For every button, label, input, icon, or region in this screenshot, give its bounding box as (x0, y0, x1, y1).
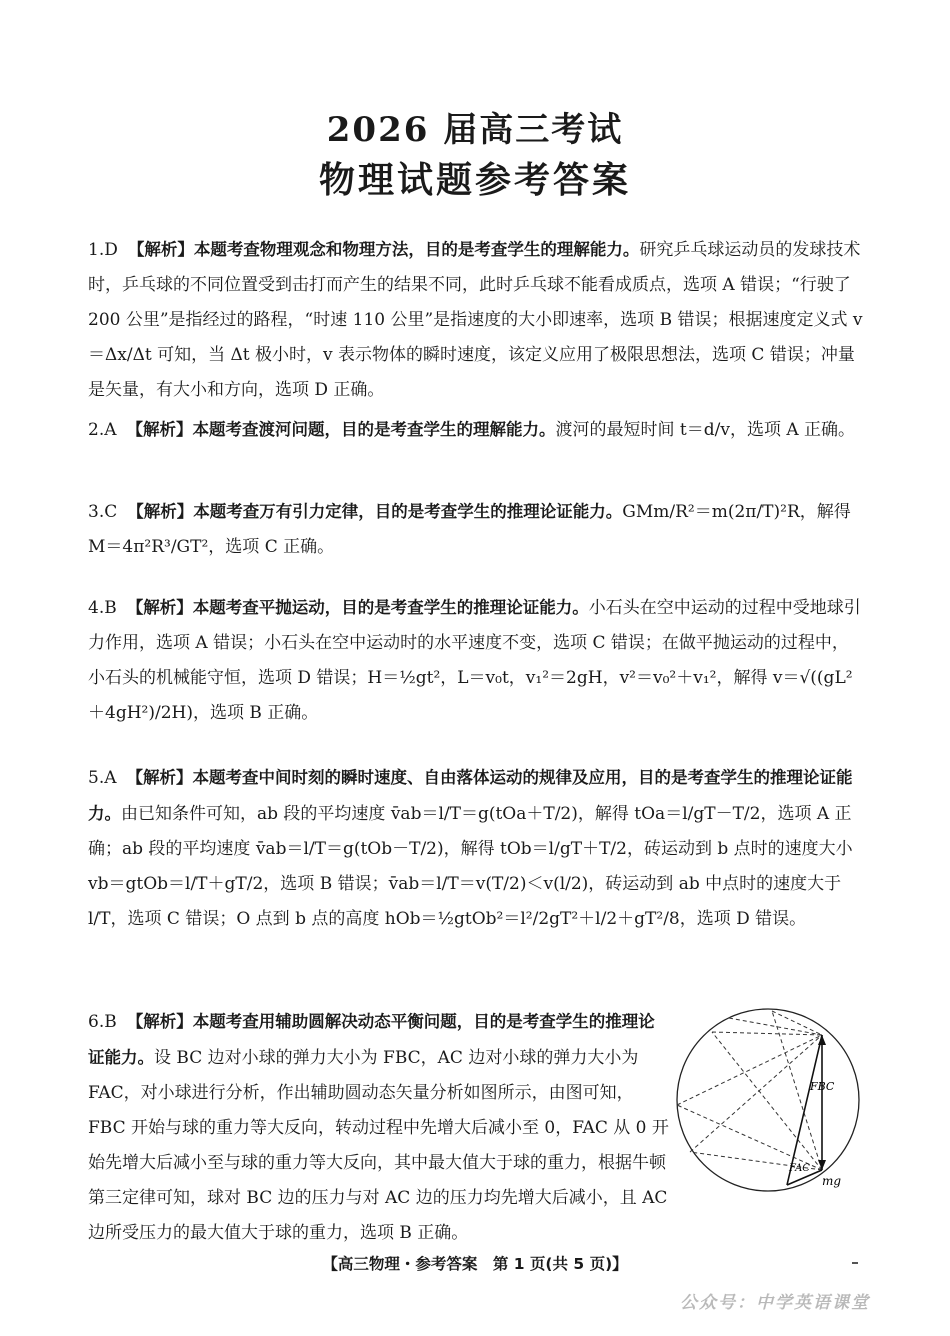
analysis-tag: 【解析】 (127, 240, 194, 259)
analysis-lead: 本题考查万有引力定律，目的是考查学生的推理论证能力。 (193, 502, 623, 521)
question-answer: B (104, 598, 117, 618)
analysis-lead: 本题考查物理观念和物理方法，目的是考查学生的理解能力。 (193, 240, 640, 259)
analysis-text: GMm/R²＝m(2π/T)²R，解得 M＝4π²R³/GT²，选项 C 正确。 (88, 502, 851, 557)
analysis-text: 小石头在空中运动的过程中受地球引力作用，选项 A 错误；小石头在空中运动时的水平速度不变，选项 C 错误；在做平抛运动的过程中，小石头的机械能守恒，选项 D 错误；H＝½gt²，L＝v₀t，v₁²＝2gH，v²＝v₀²＋v₁²，解得 v＝√((gL²＋4gH²)/2H)，选项 B 正确。 (88, 598, 861, 723)
auxiliary-circle-diagram (672, 1005, 864, 1195)
analysis-lead: 本题考查中间时刻的瞬时速度、自由落体运动的规律及应用，目的是考查学生的推理论证能力。 (88, 768, 853, 823)
analysis-tag: 【解析】 (126, 420, 193, 439)
question-answer: D (104, 240, 118, 260)
question-1 (88, 232, 863, 408)
analysis-text: 研究乒乓球运动员的发球技术时，乒乓球的不同位置受到击打而产生的结果不同，此时乒乓球不能看成质点，选项 A 错误；“行驶了 200 公里”是指经过的路程，“时速 110 公里”是指速度的大小即速率，选项 B 错误；根据速度定义式 v＝Δx/Δt 可知，当 Δt 极小时，v 表示物体的瞬时速度，该定义应用了极限思想法，选项 C 错误；冲量是矢量，有大小和方向，选项 D 正确。 (88, 240, 863, 400)
fbc-label: FBC (810, 1080, 835, 1093)
question-5 (88, 760, 863, 937)
analysis-tag: 【解析】 (126, 598, 193, 617)
question-answer: A (104, 420, 117, 440)
auxiliary-circle (677, 1009, 859, 1191)
analysis-text: 由已知条件可知，ab 段的平均速度 v̄ab＝l/T＝g(tOa＋T/2)，解得 tOa＝l/gT－T/2，选项 A 正确；ab 段的平均速度 v̄ab＝l/T＝g(tOb－T/2)，解得 tOb＝l/gT＋T/2，砖运动到 b 点时的速度大小 vb＝gtOb＝l/T＋gT/2，选项 B 错误；v̄ab＝l/T＝v(T/2)＜v(l/2)，砖运动到 ab 中点时的速度大于 l/T，选项 C 错误；O 点到 b 点的高度 hOb＝½gtOb²＝l²/2gT²＋l/2＋gT²/8，选项 D 错误。 (88, 804, 853, 929)
fac-label: FAC (789, 1163, 810, 1174)
dashed-vectors (677, 1011, 822, 1170)
question-answer: A (104, 768, 117, 788)
analysis-lead: 本题考查平抛运动，目的是考查学生的推理论证能力。 (192, 598, 589, 617)
analysis-text: 渡河的最短时间 t＝d/v，选项 A 正确。 (555, 420, 856, 440)
watermark: 公众号：中学英语课堂 (680, 1293, 870, 1313)
question-4 (88, 590, 863, 731)
corner-mark (852, 1262, 858, 1264)
question-number: 5. (88, 768, 105, 788)
question-number: 6. (88, 1012, 105, 1032)
question-number: 2. (88, 420, 105, 440)
question-number: 4. (88, 598, 105, 618)
title-line-1: 2026 届高三考试 (326, 110, 624, 150)
question-3 (88, 494, 863, 565)
question-6 (88, 1004, 670, 1251)
title-line-2: 物理试题参考答案 (318, 159, 631, 201)
analysis-text: 设 BC 边对小球的弹力大小为 FBC，AC 边对小球的弹力大小为 FAC，对小球进行分析，作出辅助圆动态矢量分析如图所示，由图可知，FBC 开始与球的重力等大反向，转动过程中先增大后减小至 0，FAC 从 0 开始先增大后减小至与球的重力等大反向，其中最大值大于球的重力，根据牛顿第三定律可知，球对 BC 边的压力与对 AC 边的压力均先增大后减小，且 AC 边所受压力的最大值大于球的重力，选项 B 正确。 (88, 1048, 669, 1243)
question-answer: B (104, 1012, 117, 1032)
mg-label: mg (822, 1174, 842, 1188)
question-2 (88, 412, 863, 448)
analysis-tag: 【解析】 (127, 502, 194, 521)
analysis-tag: 【解析】 (126, 1012, 193, 1031)
question-number: 3. (88, 502, 105, 522)
question-number: 1. (88, 240, 105, 260)
analysis-lead: 本题考查渡河问题，目的是考查学生的理解能力。 (192, 420, 556, 439)
question-answer: C (104, 502, 118, 522)
page-footer: 【高三物理・参考答案 第 1 页(共 5 页)】 (322, 1255, 628, 1273)
analysis-tag: 【解析】 (126, 768, 193, 787)
analysis-lead: 本题考查用辅助圆解决动态平衡问题，目的是考查学生的推理论证能力。 (88, 1012, 655, 1067)
